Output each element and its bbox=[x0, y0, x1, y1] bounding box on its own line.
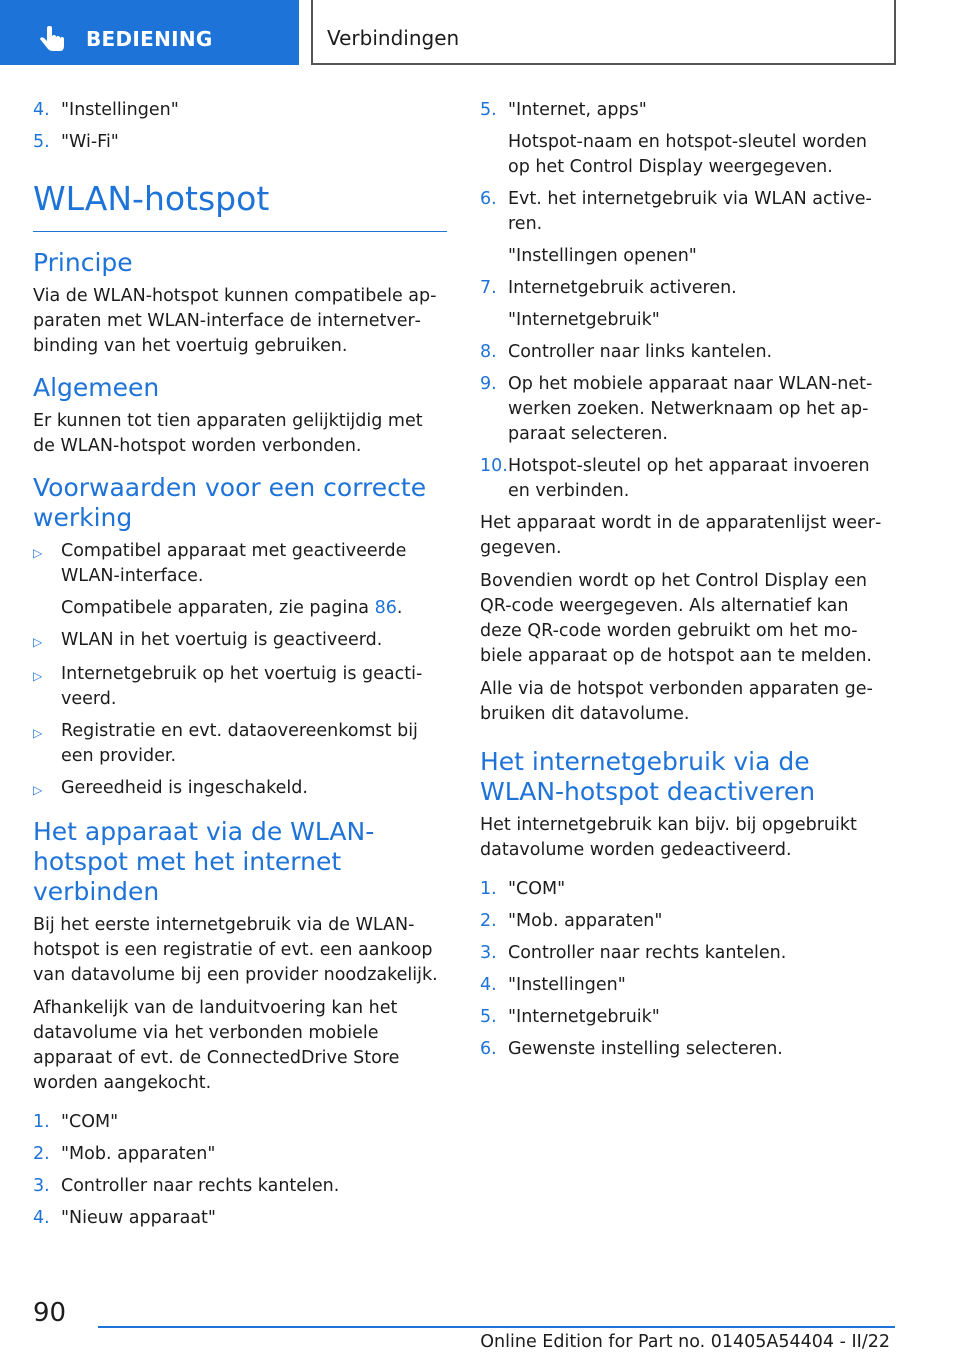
paragraph: Via de WLAN-hotspot kunnen compatibele apparaten met WLAN-interface de internetverbinding van het voertuig gebruiken. bbox=[33, 286, 437, 356]
bullet-text: WLAN in het voertuig is geactiveerd. bbox=[61, 630, 383, 650]
step-text: "COM" bbox=[508, 879, 566, 899]
subheading-verbinden: Het apparaat via de WLAN-hotspot met het internet verbinden bbox=[33, 817, 375, 906]
step-text: "Internet, apps" bbox=[508, 100, 647, 120]
step-text: "Internetgebruik" bbox=[508, 1007, 660, 1027]
step-subtext: "Instellingen openen" bbox=[508, 246, 697, 266]
step-number: 5. bbox=[33, 132, 50, 152]
list-item bbox=[33, 719, 447, 769]
hand-pointer-icon bbox=[38, 24, 68, 54]
bullet-text: Internetgebruik op het voertuig is geactiveerd. bbox=[61, 664, 423, 709]
step-number: 4. bbox=[480, 975, 497, 995]
list-item bbox=[480, 1037, 890, 1062]
subheading-algemeen: Algemeen bbox=[33, 373, 160, 402]
step-text: "COM" bbox=[61, 1112, 119, 1132]
list-item bbox=[33, 1110, 447, 1135]
step-text: Gewenste instelling selecteren. bbox=[508, 1039, 783, 1059]
step-number: 10. bbox=[480, 456, 508, 476]
paragraph: Er kunnen tot tien apparaten gelijktijdig met de WLAN-hotspot worden verbonden. bbox=[33, 411, 423, 456]
step-number: 2. bbox=[480, 911, 497, 931]
footer-edition: Online Edition for Part no. 01405A54404 - II/22 bbox=[480, 1332, 890, 1352]
list-item bbox=[480, 454, 890, 504]
list-item bbox=[33, 1206, 447, 1231]
list-item bbox=[33, 776, 447, 803]
triangle-bullet-icon: ▷ bbox=[33, 726, 43, 740]
list-item bbox=[33, 539, 447, 589]
step-text: Op het mobiele apparaat naar WLAN-netwerken zoeken. Netwerknaam op het apparaat selecteren. bbox=[508, 374, 873, 444]
step-number: 1. bbox=[480, 879, 497, 899]
step-text: "Wi-Fi" bbox=[61, 132, 119, 152]
section-heading: WLAN-hotspot bbox=[33, 179, 447, 232]
step-text: Controller naar links kantelen. bbox=[508, 342, 773, 362]
step-text: "Nieuw apparaat" bbox=[61, 1208, 216, 1228]
step-number: 3. bbox=[480, 943, 497, 963]
step-number: 8. bbox=[480, 342, 497, 362]
step-text: "Instellingen" bbox=[508, 975, 626, 995]
list-item bbox=[33, 130, 447, 155]
list-item bbox=[33, 1174, 447, 1199]
list-item bbox=[33, 98, 447, 123]
step-number: 6. bbox=[480, 189, 497, 209]
list-item bbox=[480, 276, 890, 301]
paragraph: Bovendien wordt op het Control Display een QR-code weergegeven. Als alternatief kan deze QR-code worden gebruikt om het mobiele apparaat op de hotspot aan te melden. bbox=[480, 571, 872, 666]
list-item bbox=[480, 340, 890, 365]
step-number: 6. bbox=[480, 1039, 497, 1059]
step-number: 1. bbox=[33, 1112, 50, 1132]
step-text: "Mob. apparaten" bbox=[508, 911, 663, 931]
list-item bbox=[480, 941, 890, 966]
step-text: Controller naar rechts kantelen. bbox=[508, 943, 787, 963]
chapter-title: Verbindingen bbox=[327, 26, 460, 50]
step-number: 7. bbox=[480, 278, 497, 298]
list-item bbox=[480, 98, 890, 123]
step-subtext: Hotspot-naam en hotspot-sleutel worden op het Control Display weergegeven. bbox=[508, 132, 867, 177]
step-number: 5. bbox=[480, 100, 497, 120]
step-text: Evt. het internetgebruik via WLAN activeren. bbox=[508, 189, 872, 234]
triangle-bullet-icon: ▷ bbox=[33, 546, 43, 560]
step-number: 4. bbox=[33, 1208, 50, 1228]
bullet-subtext bbox=[33, 596, 447, 621]
subheading-deactiveren: Het internetgebruik via de WLAN-hotspot deactiveren bbox=[480, 747, 816, 806]
step-number: 9. bbox=[480, 374, 497, 394]
subtext-suffix: . bbox=[396, 598, 403, 618]
list-item bbox=[33, 628, 447, 655]
bullet-text: Compatibel apparaat met geactiveerde WLAN-interface. bbox=[61, 541, 407, 586]
paragraph: Alle via de hotspot verbonden apparaten gebruiken dit datavolume. bbox=[480, 679, 873, 724]
list-item bbox=[480, 372, 890, 447]
triangle-bullet-icon: ▷ bbox=[33, 669, 43, 683]
step-number: 2. bbox=[33, 1144, 50, 1164]
list-item bbox=[480, 1005, 890, 1030]
paragraph: Bij het eerste internetgebruik via de WLAN-hotspot is een registratie of evt. een aankoop van datavolume bij een provider noodzakelijk. bbox=[33, 915, 438, 985]
step-text: "Instellingen" bbox=[61, 100, 179, 120]
bullet-text: Gereedheid is ingeschakeld. bbox=[61, 778, 308, 798]
step-number: 5. bbox=[480, 1007, 497, 1027]
list-item bbox=[33, 662, 447, 712]
step-number: 3. bbox=[33, 1176, 50, 1196]
step-number: 4. bbox=[33, 100, 50, 120]
list-item bbox=[33, 1142, 447, 1167]
page-link[interactable]: 86 bbox=[374, 598, 397, 618]
page-number: 90 bbox=[33, 1298, 67, 1328]
list-item bbox=[480, 909, 890, 934]
section-tab[interactable] bbox=[0, 0, 299, 65]
step-text: Controller naar rechts kantelen. bbox=[61, 1176, 340, 1196]
paragraph: Afhankelijk van de landuitvoering kan het datavolume via het verbonden mobiele apparaat of evt. de ConnectedDrive Store worden aangekocht. bbox=[33, 998, 400, 1093]
subtext: Compatibele apparaten, zie pagina bbox=[61, 598, 375, 618]
paragraph: Het internetgebruik kan bijv. bij opgebruikt datavolume worden gedeactiveerd. bbox=[480, 815, 857, 860]
step-text: "Mob. apparaten" bbox=[61, 1144, 216, 1164]
triangle-bullet-icon: ▷ bbox=[33, 783, 43, 797]
footer-divider bbox=[98, 1326, 895, 1328]
list-item bbox=[480, 973, 890, 998]
section-label: BEDIENING bbox=[86, 27, 213, 51]
step-text: Internetgebruik activeren. bbox=[508, 278, 737, 298]
step-subtext: "Internetgebruik" bbox=[508, 310, 660, 330]
right-column bbox=[480, 98, 890, 1069]
paragraph: Het apparaat wordt in de apparatenlijst weergegeven. bbox=[480, 513, 882, 558]
list-item bbox=[480, 877, 890, 902]
bullet-text: Registratie en evt. dataovereenkomst bij een provider. bbox=[61, 721, 418, 766]
step-text: Hotspot-sleutel op het apparaat invoeren en verbinden. bbox=[508, 456, 870, 501]
triangle-bullet-icon: ▷ bbox=[33, 635, 43, 649]
subheading-voorwaarden: Voorwaarden voor een correcte werking bbox=[33, 473, 427, 532]
chapter-header bbox=[311, 0, 896, 65]
left-column bbox=[33, 98, 447, 1238]
subheading-principe: Principe bbox=[33, 248, 133, 277]
list-item bbox=[480, 187, 890, 237]
